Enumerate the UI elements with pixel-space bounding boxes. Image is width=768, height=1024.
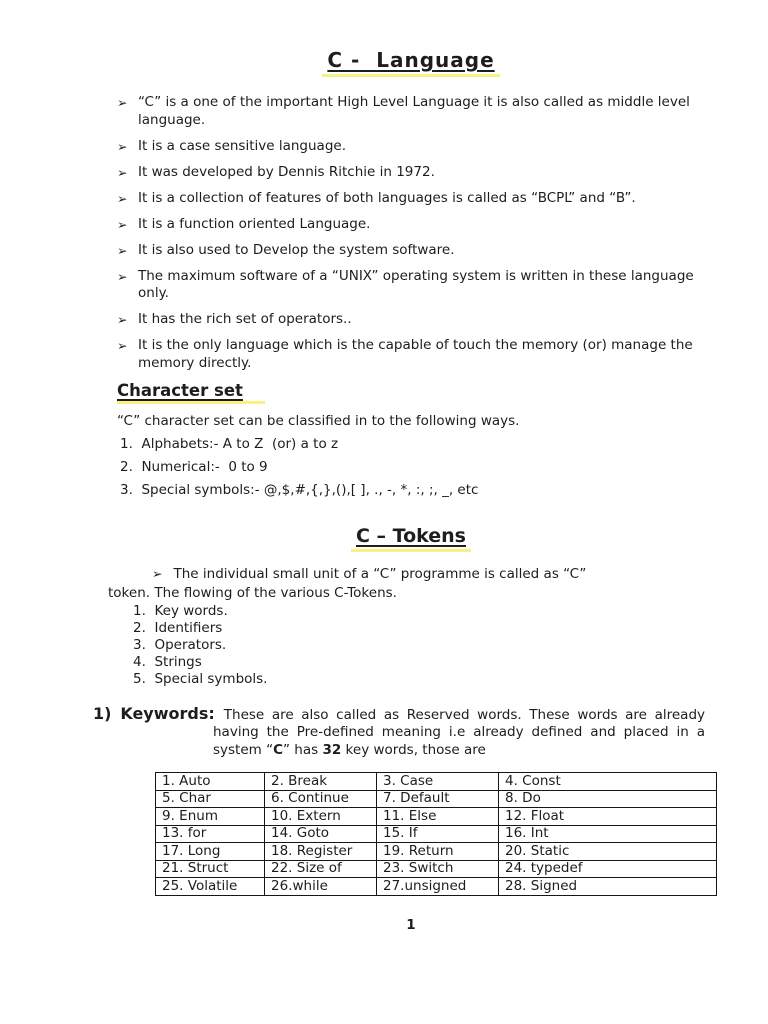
- table-row: [156, 808, 717, 826]
- list-item: [117, 242, 705, 260]
- table-row: [156, 860, 717, 878]
- list-item: 3. Special symbols:- @,$,#,{,},(),[ ], ., -, *, :, ;, _, etc: [120, 481, 479, 498]
- table-cell: 8. Do: [499, 790, 717, 808]
- list-item: [117, 138, 705, 156]
- list-item: [117, 94, 705, 129]
- list-item: 1. Key words.: [133, 602, 228, 619]
- table-cell: 3. Case: [377, 773, 499, 791]
- keywords-desc-text: ” has: [283, 741, 323, 758]
- intro-bullet-list: [117, 94, 705, 372]
- arrow-bullet-icon: ➢: [117, 164, 128, 180]
- keywords-desc-text: These are also called as Reserved words. These words are already having the Pre-defined meaning i.e already defined and placed in a system “: [213, 706, 705, 758]
- table-cell: 20. Static: [499, 843, 717, 861]
- bullet-text: It was developed by Dennis Ritchie in 1972.: [138, 163, 435, 180]
- arrow-bullet-icon: ➢: [117, 190, 128, 206]
- keywords-paragraph: [93, 703, 705, 760]
- tokens-list: [133, 603, 705, 689]
- tokens-heading: [117, 525, 705, 552]
- table-cell: 16. Int: [499, 825, 717, 843]
- table-cell: 19. Return: [377, 843, 499, 861]
- bullet-text: It has the rich set of operators..: [138, 311, 352, 327]
- keywords-desc-bold-c: C: [273, 741, 284, 758]
- bullet-text: The maximum software of a “UNIX” operating system is written in these language only.: [138, 267, 694, 301]
- keywords-desc-text: key words, those are: [341, 741, 486, 758]
- table-cell: 9. Enum: [156, 808, 265, 826]
- keywords-table: [155, 772, 717, 896]
- keywords-desc-bold-32: 32: [322, 741, 342, 758]
- table-cell: 7. Default: [377, 790, 499, 808]
- bullet-text: It is also used to Develop the system software.: [138, 241, 455, 258]
- bullet-text: “C” is a one of the important High Level Language it is also called as middle level language.: [138, 94, 690, 128]
- table-cell: 11. Else: [377, 808, 499, 826]
- table-cell: 4. Const: [499, 773, 717, 791]
- list-item: [117, 164, 705, 182]
- table-row: [156, 790, 717, 808]
- arrow-bullet-icon: ➢: [117, 312, 128, 327]
- page-title-text: C - Language: [322, 48, 499, 77]
- table-cell: 23. Switch: [377, 860, 499, 878]
- tokens-intro-text: The individual small unit of a “C” programme is called as “C”: [173, 565, 587, 582]
- table-cell: 18. Register: [265, 843, 377, 861]
- table-cell: 12. Float: [499, 808, 717, 826]
- table-cell: 2. Break: [265, 773, 377, 791]
- table-cell: 21. Struct: [156, 860, 265, 878]
- bullet-text: It is a function oriented Language.: [138, 215, 371, 232]
- list-item: [117, 337, 705, 372]
- keywords-label: 1) Keywords:: [93, 703, 215, 723]
- character-set-list: [120, 436, 705, 499]
- table-cell: 24. typedef: [499, 860, 717, 878]
- character-set-intro: “C” character set can be classified in to the following ways.: [117, 412, 520, 429]
- list-item: [117, 311, 705, 329]
- list-item: 5. Special symbols.: [133, 671, 268, 688]
- tokens-heading-text: C – Tokens: [351, 525, 471, 552]
- list-item: 2. Numerical:- 0 to 9: [120, 458, 268, 475]
- table-cell: 22. Size of: [265, 860, 377, 878]
- arrow-bullet-icon: ➢: [117, 95, 128, 110]
- table-cell: 14. Goto: [265, 825, 377, 843]
- bullet-text: It is a collection of features of both languages is called as “BCPL” and “B”.: [138, 189, 636, 206]
- arrow-bullet-icon: ➢: [117, 138, 128, 154]
- table-row: [156, 773, 717, 791]
- list-item: [117, 216, 705, 234]
- bullet-text: It is the only language which is the capable of touch the memory (or) manage the memory directly.: [138, 337, 693, 371]
- table-cell: 17. Long: [156, 843, 265, 861]
- table-cell: 28. Signed: [499, 878, 717, 896]
- table-row: [156, 843, 717, 861]
- character-set-heading: [117, 381, 705, 404]
- table-cell: 5. Char: [156, 790, 265, 808]
- table-row: [156, 825, 717, 843]
- table-cell: 6. Continue: [265, 790, 377, 808]
- arrow-bullet-icon: ➢: [152, 565, 163, 581]
- table-cell: 10. Extern: [265, 808, 377, 826]
- table-cell: 25. Volatile: [156, 878, 265, 896]
- character-set-heading-text: Character set: [117, 381, 265, 404]
- table-cell: 13. for: [156, 825, 265, 843]
- list-item: 3. Operators.: [133, 636, 227, 653]
- arrow-bullet-icon: ➢: [117, 216, 128, 232]
- tokens-intro-line1: [108, 565, 705, 583]
- tokens-intro-line2: token. The flowing of the various C-Tokens.: [108, 584, 397, 601]
- list-item: 4. Strings: [133, 654, 202, 671]
- list-item: 1. Alphabets:- A to Z (or) a to z: [120, 435, 339, 452]
- arrow-bullet-icon: ➢: [117, 268, 128, 284]
- list-item: 2. Identifiers: [133, 619, 223, 636]
- page-title: [117, 0, 705, 77]
- page-number: 1: [406, 916, 416, 933]
- table-cell: 26.while: [265, 878, 377, 896]
- table-cell: 15. If: [377, 825, 499, 843]
- arrow-bullet-icon: ➢: [117, 338, 128, 353]
- table-row: [156, 878, 717, 896]
- table-cell: 27.unsigned: [377, 878, 499, 896]
- arrow-bullet-icon: ➢: [117, 242, 128, 258]
- list-item: [117, 190, 705, 208]
- bullet-text: It is a case sensitive language.: [138, 137, 346, 154]
- table-cell: 1. Auto: [156, 773, 265, 791]
- list-item: [117, 268, 705, 303]
